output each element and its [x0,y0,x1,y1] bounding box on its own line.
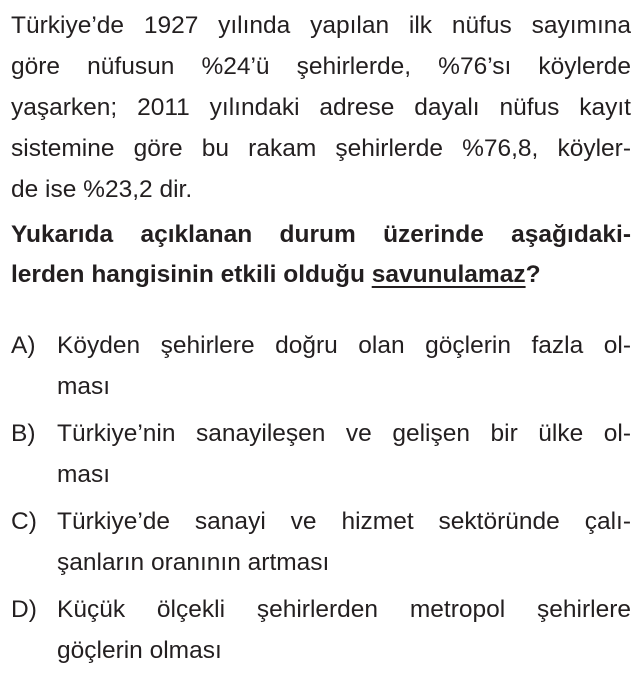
answer-options [11,325,631,677]
question-stem-prefix: lerden hangisinin etkili olduğu [11,261,372,288]
option-text-line: Türkiye’de sanayi ve hizmet sektöründe çalı- [57,508,631,535]
option-text [57,325,631,407]
passage-line: sistemine göre bu rakam şehirlerde %76,8, köyler- [11,135,631,162]
option-text-line: ması [57,373,111,400]
option-text [57,501,631,583]
option-text-line: Küçük ölçekli şehirlerden metropol şehirlere [57,596,631,623]
option-letter: A) [11,332,36,359]
option-text [57,589,631,671]
passage-line: de ise %23,2 dir. [11,176,193,203]
question-stem-line [11,255,631,295]
answer-option-b[interactable] [11,413,631,501]
option-text-line: şanların oranının artması [57,549,330,576]
option-text-line: Köyden şehirlere doğru olan göçlerin fazla ol- [57,332,631,359]
question-stem [11,215,631,295]
answer-option-c[interactable] [11,501,631,589]
option-letter: B) [11,420,36,447]
answer-option-d[interactable] [11,589,631,677]
option-letter: D) [11,596,37,623]
passage-line: yaşarken; 2011 yılındaki adrese dayalı nüfus kayıt [11,94,631,121]
question-keyword-underlined: savunulamaz [371,261,526,288]
answer-option-a[interactable] [11,325,631,413]
option-text-line: göçlerin olması [57,637,222,664]
question-stem-line: Yukarıda açıklanan durum üzerinde aşağıdaki- [11,221,631,248]
option-text-line: ması [57,461,111,488]
option-text-line: Türkiye’nin sanayileşen ve gelişen bir ülke ol- [57,420,631,447]
question-passage [11,5,631,210]
passage-line: Türkiye’de 1927 yılında yapılan ilk nüfus sayımına [11,12,631,39]
option-letter: C) [11,508,37,535]
question-mark: ? [525,261,541,288]
passage-line: göre nüfusun %24’ü şehirlerde, %76’sı köylerde [11,53,631,80]
option-text [57,413,631,495]
